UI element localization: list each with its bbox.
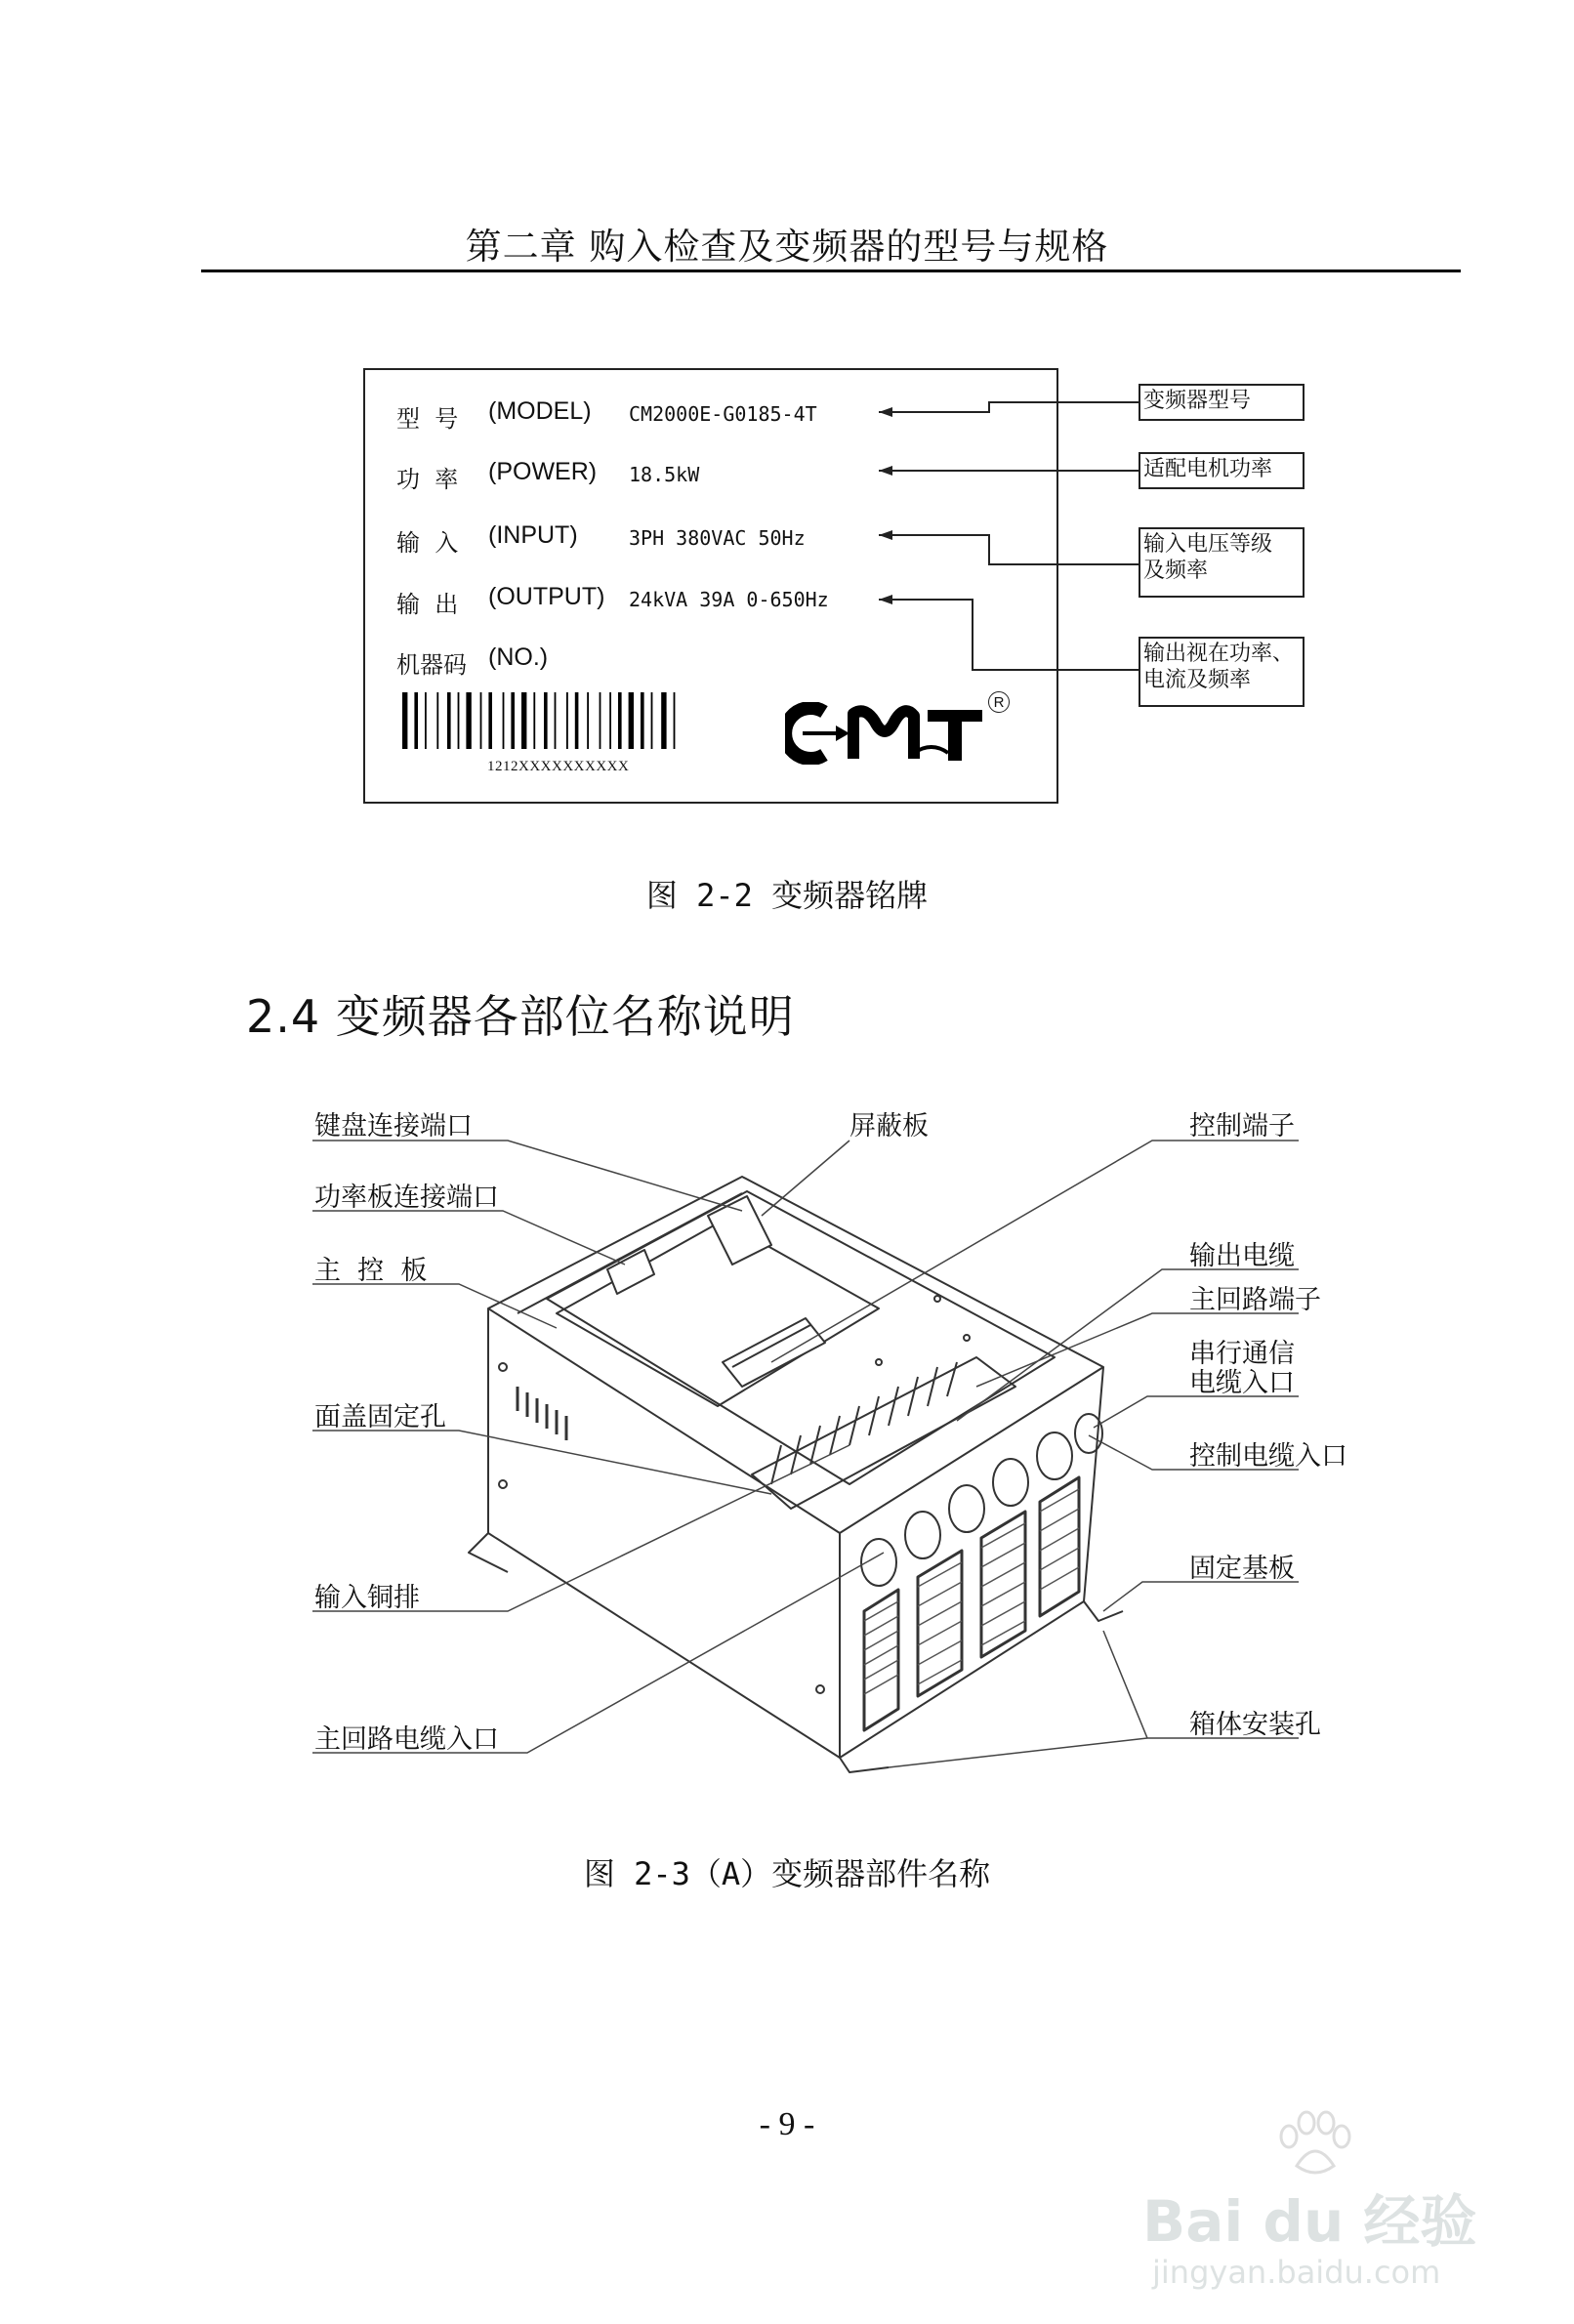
- nameplate-serial-label: 机器码: [396, 651, 467, 679]
- nameplate-power-label: 功 率: [396, 466, 459, 493]
- callout-power: 适配电机功率: [1139, 452, 1305, 489]
- nameplate-model-label: 型 号: [396, 405, 459, 433]
- watermark-brand: Bai du 经验: [1142, 2188, 1477, 2255]
- page-number: - 9 -: [759, 2106, 815, 2142]
- label-output-cable: 输出电缆: [1189, 1241, 1295, 1271]
- label-control-cable-entry: 控制电缆入口: [1189, 1441, 1347, 1472]
- nameplate-input-label: 输 入: [396, 529, 459, 557]
- nameplate-figure-caption: 图 2-2 变频器铭牌: [645, 877, 929, 914]
- paw-icon: [1269, 2109, 1357, 2178]
- label-control-terminals: 控制端子: [1189, 1111, 1295, 1141]
- label-mounting-hole: 箱体安装孔: [1189, 1710, 1321, 1740]
- label-cover-fixing-hole: 面盖固定孔: [314, 1402, 446, 1432]
- label-power-board-port: 功率板连接端口: [314, 1183, 499, 1213]
- callout-output: 输出视在功率、 电流及频率: [1139, 637, 1305, 707]
- cmt-logo: [785, 702, 990, 765]
- watermark-url: jingyan.baidu.com: [1152, 2254, 1441, 2291]
- label-main-circuit-terminals: 主回路端子: [1189, 1285, 1321, 1315]
- nameplate-output-value: 24kVA 39A 0-650Hz: [629, 588, 829, 611]
- chapter-header: 第二章 购入检查及变频器的型号与规格: [465, 226, 1109, 268]
- label-main-cable-entry: 主回路电缆入口: [314, 1724, 499, 1755]
- nameplate-input-label-en: (INPUT): [488, 521, 578, 549]
- nameplate-power-value: 18.5kW: [629, 463, 700, 486]
- label-shield-plate: 屏蔽板: [849, 1111, 929, 1141]
- callout-input: 输入电压等级 及频率: [1139, 527, 1305, 598]
- label-base-plate: 固定基板: [1189, 1554, 1295, 1584]
- nameplate-output-label: 输 出: [396, 591, 459, 618]
- label-serial-comm-cable-entry: 串行通信 电缆入口: [1189, 1339, 1295, 1398]
- callout-model: 变频器型号: [1139, 384, 1305, 421]
- baidu-jingyan-watermark: [1133, 2109, 1504, 2304]
- nameplate-power-label-en: (POWER): [488, 458, 598, 485]
- nameplate: [363, 368, 1058, 804]
- section-title: 2.4 变频器各部位名称说明: [246, 990, 795, 1043]
- nameplate-model-label-en: (MODEL): [488, 397, 592, 425]
- barcode-graphic: [402, 692, 744, 749]
- diagram-figure-caption: 图 2-3（A）变频器部件名称: [583, 1855, 991, 1892]
- nameplate-output-label-en: (OUTPUT): [488, 583, 605, 610]
- label-input-copper-bar: 输入铜排: [314, 1583, 420, 1613]
- registered-trademark-mark: R: [988, 691, 1010, 713]
- barcode-number: 1212XXXXXXXXXX: [487, 759, 630, 774]
- label-main-control-board: 主 控 板: [314, 1256, 428, 1286]
- label-keyboard-port: 键盘连接端口: [314, 1111, 473, 1141]
- nameplate-model-value: CM2000E-G0185-4T: [629, 402, 817, 426]
- nameplate-input-value: 3PH 380VAC 50Hz: [629, 526, 806, 550]
- nameplate-serial-label-en: (NO.): [488, 643, 549, 671]
